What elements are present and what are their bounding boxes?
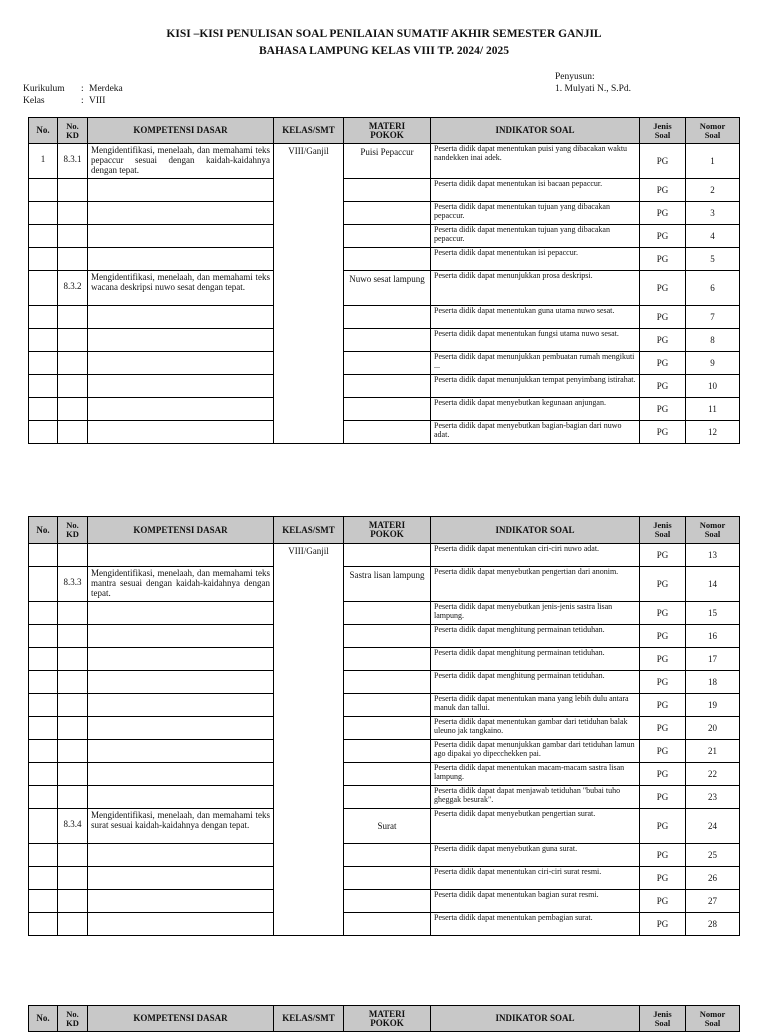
kd-text: Mengidentifikasi, menelaah, dan memahami teks surat sesuai kaidah-kaidahnya dengan tepat. — [88, 809, 274, 844]
jenis-soal: PG — [640, 671, 686, 694]
table-row — [29, 763, 740, 786]
nomor-soal: 15 — [686, 602, 740, 625]
indikator: Peserta didik dapat menyebutkan pengertian dari anonim. — [431, 567, 640, 602]
jenis-soal: PG — [640, 271, 686, 306]
col-kd: KOMPETENSI DASAR — [88, 118, 274, 144]
jenis-soal: PG — [640, 844, 686, 867]
penyusun-block — [555, 71, 631, 95]
nomor-soal: 13 — [686, 544, 740, 567]
header-row — [29, 517, 740, 544]
jenis-soal: PG — [640, 398, 686, 421]
indikator: Peserta didik dapat menyebutkan jenis-jenis sastra lisan lampung. — [431, 602, 640, 625]
col-kelas: KELAS/SMT — [274, 118, 344, 144]
kurikulum-value: Merdeka — [89, 84, 123, 94]
table-row — [29, 867, 740, 890]
jenis-soal: PG — [640, 786, 686, 809]
table-row — [29, 648, 740, 671]
kd-text: Mengidentifikasi, menelaah, dan memahami teks pepaccur sesuai dengan kaidah-kaidahnya dengan tepat. — [88, 144, 274, 179]
indikator: Peserta didik dapat menentukan macam-macam sastra lisan lampung. — [431, 763, 640, 786]
table-row — [29, 248, 740, 271]
indikator: Peserta didik dapat menentukan ciri-ciri nuwo adat. — [431, 544, 640, 567]
jenis-soal: PG — [640, 602, 686, 625]
kurikulum-label: Kurikulum — [23, 84, 65, 94]
table-row — [29, 398, 740, 421]
col-nokd: No. KD — [58, 1006, 88, 1032]
kd-code: 8.3.3 — [58, 567, 88, 602]
jenis-soal: PG — [640, 717, 686, 740]
indikator: Peserta didik dapat menunjukkan gambar dari tetiduhan lamun ago dipakai yo dipecchekken pai. — [431, 740, 640, 763]
jenis-soal: PG — [640, 567, 686, 602]
jenis-soal: PG — [640, 913, 686, 936]
nomor-soal: 6 — [686, 271, 740, 306]
col-nokd: No. KD — [58, 517, 88, 544]
table-row — [29, 225, 740, 248]
table-row — [29, 809, 740, 844]
nomor-soal: 9 — [686, 352, 740, 375]
jenis-soal: PG — [640, 202, 686, 225]
header-row — [29, 1006, 740, 1032]
nomor-soal: 8 — [686, 329, 740, 352]
colon: : — [81, 84, 84, 94]
table-row — [29, 271, 740, 306]
nomor-soal: 3 — [686, 202, 740, 225]
col-no: No. — [29, 118, 58, 144]
indikator: Peserta didik dapat menunjukkan pembuatan rumah mengikuti ... — [431, 352, 640, 375]
col-nomor: Nomor Soal — [686, 118, 740, 144]
col-no: No. — [29, 1006, 58, 1032]
table-row — [29, 844, 740, 867]
col-nokd: No. KD — [58, 118, 88, 144]
indikator: Peserta didik dapat dapat menjawab tetiduhan "bubai tuho gheggak besurak". — [431, 786, 640, 809]
nomor-soal: 28 — [686, 913, 740, 936]
jenis-soal: PG — [640, 625, 686, 648]
col-materi: MATERI POKOK — [344, 517, 431, 544]
indikator: Peserta didik dapat menyebutkan pengertian surat. — [431, 809, 640, 844]
jenis-soal: PG — [640, 867, 686, 890]
table-row — [29, 913, 740, 936]
nomor-soal: 11 — [686, 398, 740, 421]
kelas-value: VIII/Ganjil — [274, 144, 344, 444]
jenis-soal: PG — [640, 763, 686, 786]
indikator: Peserta didik dapat menentukan pembagian surat. — [431, 913, 640, 936]
table-row — [29, 179, 740, 202]
kelas-value: VIII/Ganjil — [274, 544, 344, 936]
col-jenis: Jenis Soal — [640, 517, 686, 544]
indikator: Peserta didik dapat menyebutkan bagian-bagian dari nuwo adat. — [431, 421, 640, 444]
kd-text: Mengidentifikasi, menelaah, dan memahami teks wacana deskripsi nuwo sesat dengan tepat. — [88, 271, 274, 306]
jenis-soal: PG — [640, 144, 686, 179]
jenis-soal: PG — [640, 809, 686, 844]
indikator: Peserta didik dapat menentukan isi bacaan pepaccur. — [431, 179, 640, 202]
penyusun-value: 1. Mulyati N., S.Pd. — [555, 84, 632, 94]
table-row — [29, 421, 740, 444]
jenis-soal: PG — [640, 890, 686, 913]
indikator: Peserta didik dapat menentukan fungsi utama nuwo sesat. — [431, 329, 640, 352]
col-materi: MATERI POKOK — [344, 118, 431, 144]
nomor-soal: 17 — [686, 648, 740, 671]
col-kd: KOMPETENSI DASAR — [88, 1006, 274, 1032]
table-row — [29, 786, 740, 809]
kd-code: 8.3.2 — [58, 271, 88, 306]
nomor-soal: 16 — [686, 625, 740, 648]
indikator: Peserta didik dapat menentukan ciri-ciri surat resmi. — [431, 867, 640, 890]
col-nomor: Nomor Soal — [686, 1006, 740, 1032]
table-row — [29, 694, 740, 717]
kelas-value: VIII — [89, 96, 106, 106]
indikator: Peserta didik dapat menentukan gambar dari tetiduhan balak uleuno jak tangkaino. — [431, 717, 640, 740]
indikator: Peserta didik dapat menghitung permainan tetiduhan. — [431, 671, 640, 694]
col-materi: MATERI POKOK — [344, 1006, 431, 1032]
kelas-label: Kelas — [23, 96, 45, 106]
col-kd: KOMPETENSI DASAR — [88, 517, 274, 544]
jenis-soal: PG — [640, 225, 686, 248]
col-indikator: INDIKATOR SOAL — [431, 517, 640, 544]
indikator: Peserta didik dapat menyebutkan guna surat. — [431, 844, 640, 867]
indikator: Peserta didik dapat menentukan tujuan yang dibacakan pepaccur. — [431, 202, 640, 225]
nomor-soal: 2 — [686, 179, 740, 202]
col-indikator: INDIKATOR SOAL — [431, 118, 640, 144]
jenis-soal: PG — [640, 375, 686, 398]
kd-text: Mengidentifikasi, menelaah, dan memahami teks mantra sesuai dengan kaidah-kaidahnya dengan tepat. — [88, 567, 274, 602]
nomor-soal: 24 — [686, 809, 740, 844]
materi-value: Puisi Pepaccur — [344, 144, 431, 179]
table-row — [29, 890, 740, 913]
materi-value: Sastra lisan lampung — [344, 567, 431, 602]
nomor-soal: 5 — [686, 248, 740, 271]
jenis-soal: PG — [640, 740, 686, 763]
penyusun-label: Penyusun: — [555, 72, 595, 82]
nomor-soal: 1 — [686, 144, 740, 179]
indikator: Peserta didik dapat menentukan isi pepaccur. — [431, 248, 640, 271]
col-nomor: Nomor Soal — [686, 517, 740, 544]
table-row — [29, 625, 740, 648]
materi-value: Surat — [344, 809, 431, 844]
colon: : — [81, 96, 84, 106]
table-row — [29, 329, 740, 352]
kisi-table-2 — [28, 516, 740, 936]
nomor-soal: 20 — [686, 717, 740, 740]
nomor-soal: 23 — [686, 786, 740, 809]
col-no: No. — [29, 517, 58, 544]
indikator: Peserta didik dapat menghitung permainan tetiduhan. — [431, 625, 640, 648]
document-title: KISI –KISI PENULISAN SOAL PENILAIAN SUMATIF AKHIR SEMESTER GANJIL — [166, 28, 602, 40]
indikator: Peserta didik dapat menunjukkan tempat penyimbang istirahat. — [431, 375, 640, 398]
table-row — [29, 602, 740, 625]
nomor-soal: 10 — [686, 375, 740, 398]
jenis-soal: PG — [640, 329, 686, 352]
nomor-soal: 7 — [686, 306, 740, 329]
jenis-soal: PG — [640, 179, 686, 202]
jenis-soal: PG — [640, 648, 686, 671]
kd-code: 8.3.1 — [58, 144, 88, 179]
nomor-soal: 12 — [686, 421, 740, 444]
col-indikator: INDIKATOR SOAL — [431, 1006, 640, 1032]
table-row — [29, 202, 740, 225]
table-row — [29, 306, 740, 329]
table-row — [29, 740, 740, 763]
nomor-soal: 27 — [686, 890, 740, 913]
materi-value: Nuwo sesat lampung — [344, 271, 431, 306]
nomor-soal: 18 — [686, 671, 740, 694]
col-jenis: Jenis Soal — [640, 118, 686, 144]
table-row — [29, 352, 740, 375]
nomor-soal: 21 — [686, 740, 740, 763]
indikator: Peserta didik dapat menentukan guna utama nuwo sesat. — [431, 306, 640, 329]
indikator: Peserta didik dapat menentukan bagian surat resmi. — [431, 890, 640, 913]
table-row — [29, 144, 740, 179]
jenis-soal: PG — [640, 352, 686, 375]
indikator: Peserta didik dapat menentukan puisi yang dibacakan waktu nandekken inai adek. — [431, 144, 640, 179]
indikator: Peserta didik dapat menunjukkan prosa deskripsi. — [431, 271, 640, 306]
kd-code: 8.3.4 — [58, 809, 88, 844]
row-number: 1 — [29, 144, 58, 179]
jenis-soal: PG — [640, 306, 686, 329]
indikator: Peserta didik dapat menentukan mana yang lebih dulu antara manuk dan tallui. — [431, 694, 640, 717]
nomor-soal: 14 — [686, 567, 740, 602]
col-jenis: Jenis Soal — [640, 1006, 686, 1032]
nomor-soal: 4 — [686, 225, 740, 248]
indikator: Peserta didik dapat menghitung permainan tetiduhan. — [431, 648, 640, 671]
nomor-soal: 19 — [686, 694, 740, 717]
nomor-soal: 22 — [686, 763, 740, 786]
col-kelas: KELAS/SMT — [274, 517, 344, 544]
kisi-table-3 — [28, 1005, 740, 1032]
nomor-soal: 25 — [686, 844, 740, 867]
table-row — [29, 375, 740, 398]
nomor-soal: 26 — [686, 867, 740, 890]
indikator: Peserta didik dapat menyebutkan kegunaan anjungan. — [431, 398, 640, 421]
table-row — [29, 544, 740, 567]
jenis-soal: PG — [640, 544, 686, 567]
table-row — [29, 717, 740, 740]
table-row — [29, 567, 740, 602]
jenis-soal: PG — [640, 694, 686, 717]
jenis-soal: PG — [640, 421, 686, 444]
indikator: Peserta didik dapat menentukan tujuan yang dibacakan pepaccur. — [431, 225, 640, 248]
kisi-table-1 — [28, 117, 740, 444]
curriculum-info — [23, 83, 123, 107]
document-subtitle: BAHASA LAMPUNG KELAS VIII TP. 2024/ 2025 — [259, 45, 509, 57]
table-row — [29, 671, 740, 694]
header-row — [29, 118, 740, 144]
jenis-soal: PG — [640, 248, 686, 271]
col-kelas: KELAS/SMT — [274, 1006, 344, 1032]
